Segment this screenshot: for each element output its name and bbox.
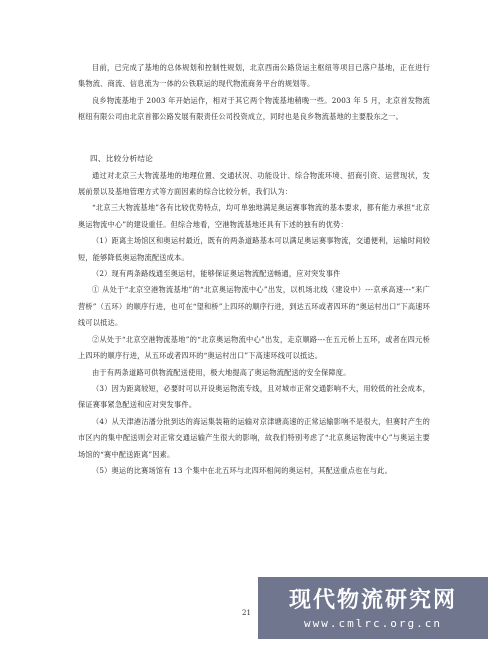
paragraph: ②从处于“北京空港物流基地”的“北京奥运物流中心”出发，走京顺路---在五元桥上五环，或者在四元桥上四环的顺序行进，从五环或者四环的“奥运村出口”下高速环线可以抵达。 xyxy=(78,334,430,361)
paragraph: 良乡物流基地于 2003 年开始运作，相对于其它两个物流基地稍晚一些。2003 年 5 月，北京首发物流枢纽有限公司由北京首都公路发展有限责任公司投资成立，同时也是良乡物流基地的主要股东之一。 xyxy=(78,95,430,122)
paragraph: （5）奥运的比赛场馆有 13 个集中在北五环与北四环相间的奥运村，其配送重点也在与此。 xyxy=(92,465,393,475)
watermark-url: www.cmlrc.org.cn xyxy=(304,617,442,630)
page-content xyxy=(78,60,430,479)
watermark-banner xyxy=(258,577,488,639)
paragraph: ① 从处于“北京空港物流基地”的“北京奥运物流中心”出发，以机场北线（建设中）---京承高速---“来广营桥”（五环）的顺序行进，也可在“望和桥”上四环的顺序行进，到达五环或者四环的“奥运村出口”下高速环线可以抵达。 xyxy=(78,285,430,328)
section-heading: 四、比较分析结论 xyxy=(90,153,154,163)
watermark-title: 现代物流研究网 xyxy=(288,588,457,613)
paragraph: （2）现有两条路线通至奥运村，能够保证奥运物流配送畅通，应对突发事件 xyxy=(92,269,341,279)
page-number: 21 xyxy=(242,609,251,617)
paragraph: 由于有两条道路可供物流配送使用，极大地提高了奥运物流配送的安全保障度。 xyxy=(92,367,351,377)
paragraph: 目前，已完成了基地的总体规划和控制性规划，北京西南公路货运主枢纽等项目已落户基地，正在进行集物流、商流、信息流为一体的公铁联运的现代物流商务平台的规划等。 xyxy=(78,63,430,89)
paragraph: （1）距离主场馆区和奥运村最近，既有的两条道路基本可以满足奥运赛事物流，交通便利，运输时间较短，能够降低奥运物流配送成本。 xyxy=(78,236,430,262)
paragraph: “北京三大物流基地”各有比较优势特点，均可单独地满足奥运赛事物流的基本要求，都有能力承担“北京奥运物流中心”的建设重任。但综合地看，空港物流基地还具有下述的独有的优势： xyxy=(78,203,430,229)
paragraph: 通过对北京三大物流基地的地理位置、交通状况、功能设计、综合物流环境、招商引资、运营现状，发展前景以及基地管理方式等方面因素的综合比较分析，我们认为： xyxy=(78,170,430,197)
paragraph: （3）因为距离较短，必要时可以开设奥运物流专线，且对城市正常交通影响不大，用较低的社会成本，保证赛事紧急配送和应对突发事件。 xyxy=(78,383,430,410)
paragraph: （4）从天津港沽潘分批到达的海运集装箱的运输对京津塘高速的正常运输影响不是很大，但赛时产生的市区内的集中配送则会对正常交通运输产生很大的影响，故我们特别考虑了“北京奥运物流中心”与奥运主要场馆的“赛中配送距离”因素。 xyxy=(78,416,430,459)
section-gap xyxy=(78,126,430,151)
